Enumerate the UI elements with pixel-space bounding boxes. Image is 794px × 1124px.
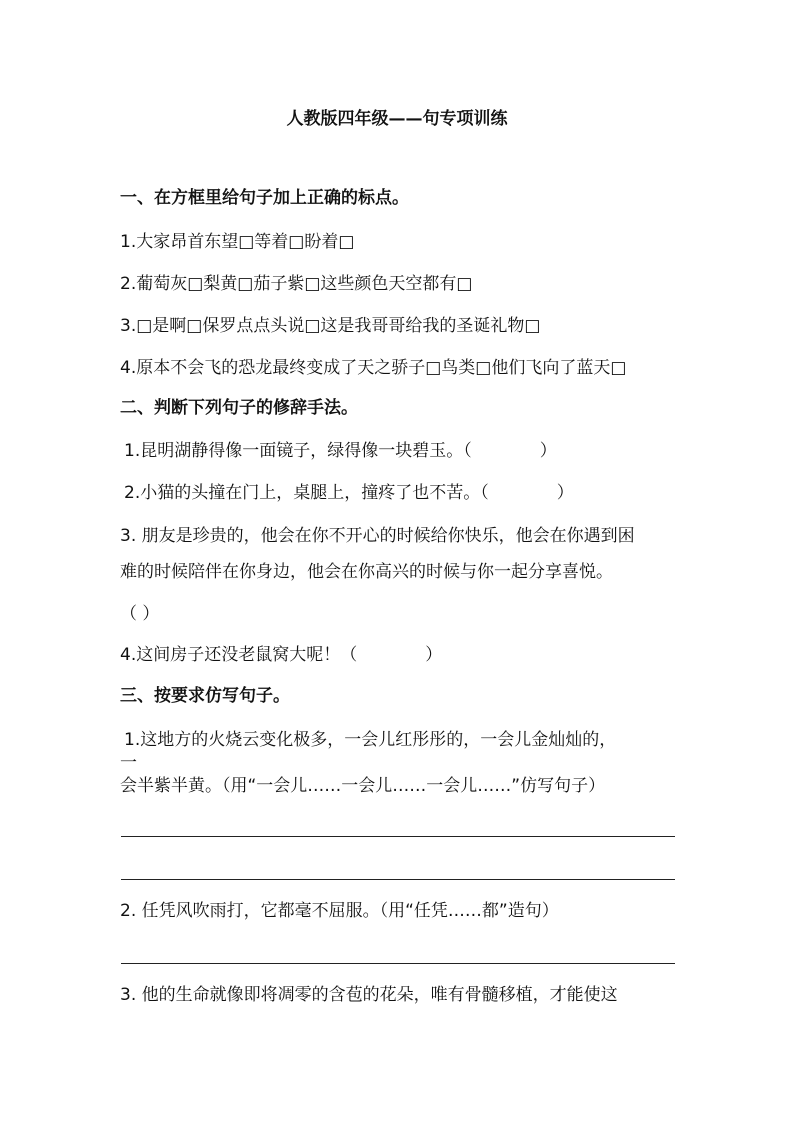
section2-question-3-line-1: 3. 朋友是珍贵的，他会在你不开心的时候给你快乐，他会在你遇到困 (120, 526, 635, 546)
section2-question-4: 4.这间房子还没老鼠窝大呢！（ ） (120, 645, 443, 665)
answer-line (121, 836, 675, 837)
section2-question-1: 1.昆明湖静得像一面镜子，绿得像一块碧玉。（ ） (124, 441, 557, 461)
section2-heading: 二、判断下列句子的修辞手法。 (120, 398, 358, 418)
answer-line (121, 963, 675, 964)
answer-line (121, 879, 675, 880)
section1-item-4: 4.原本不会飞的恐龙最终变成了天之骄子□鸟类□他们飞向了蓝天□ (120, 358, 627, 378)
page-title: 人教版四年级——句专项训练 (286, 109, 508, 129)
section1-item-3: 3.□是啊□保罗点点头说□这是我哥哥给我的圣诞礼物□ (120, 316, 541, 336)
section1-item-1: 1.大家昂首东望□等着□盼着□ (120, 232, 355, 252)
section3-question-2: 2. 任凭风吹雨打，它都毫不屈服。（用“任凭……都”造句） (120, 901, 559, 921)
section2-question-3-line-2: 难的时候陪伴在你身边，他会在你高兴的时候与你一起分享喜悦。 (120, 562, 613, 582)
section3-question-3: 3. 他的生命就像即将凋零的含苞的花朵，唯有骨髓移植，才能使这 (120, 985, 618, 1005)
section3-question-1-line-3: 会半紫半黄。（用“一会儿……一会儿……一会儿……”仿写句子） (120, 776, 606, 796)
section3-heading: 三、按要求仿写句子。 (120, 686, 290, 706)
section2-question-2: 2.小猫的头撞在门上，桌腿上，撞疼了也不苦。（ ） (124, 483, 574, 503)
section3-question-1-line-1: 1.这地方的火烧云变化极多，一会儿红彤彤的，一会儿金灿灿的， (124, 730, 617, 750)
section3-question-1-line-2: 一 (120, 753, 137, 773)
section1-heading: 一、在方框里给句子加上正确的标点。 (120, 188, 409, 208)
section2-question-3-answer: （ ） (120, 604, 160, 624)
section1-item-2: 2.葡萄灰□梨黄□茄子紫□这些颜色天空都有□ (120, 274, 473, 294)
